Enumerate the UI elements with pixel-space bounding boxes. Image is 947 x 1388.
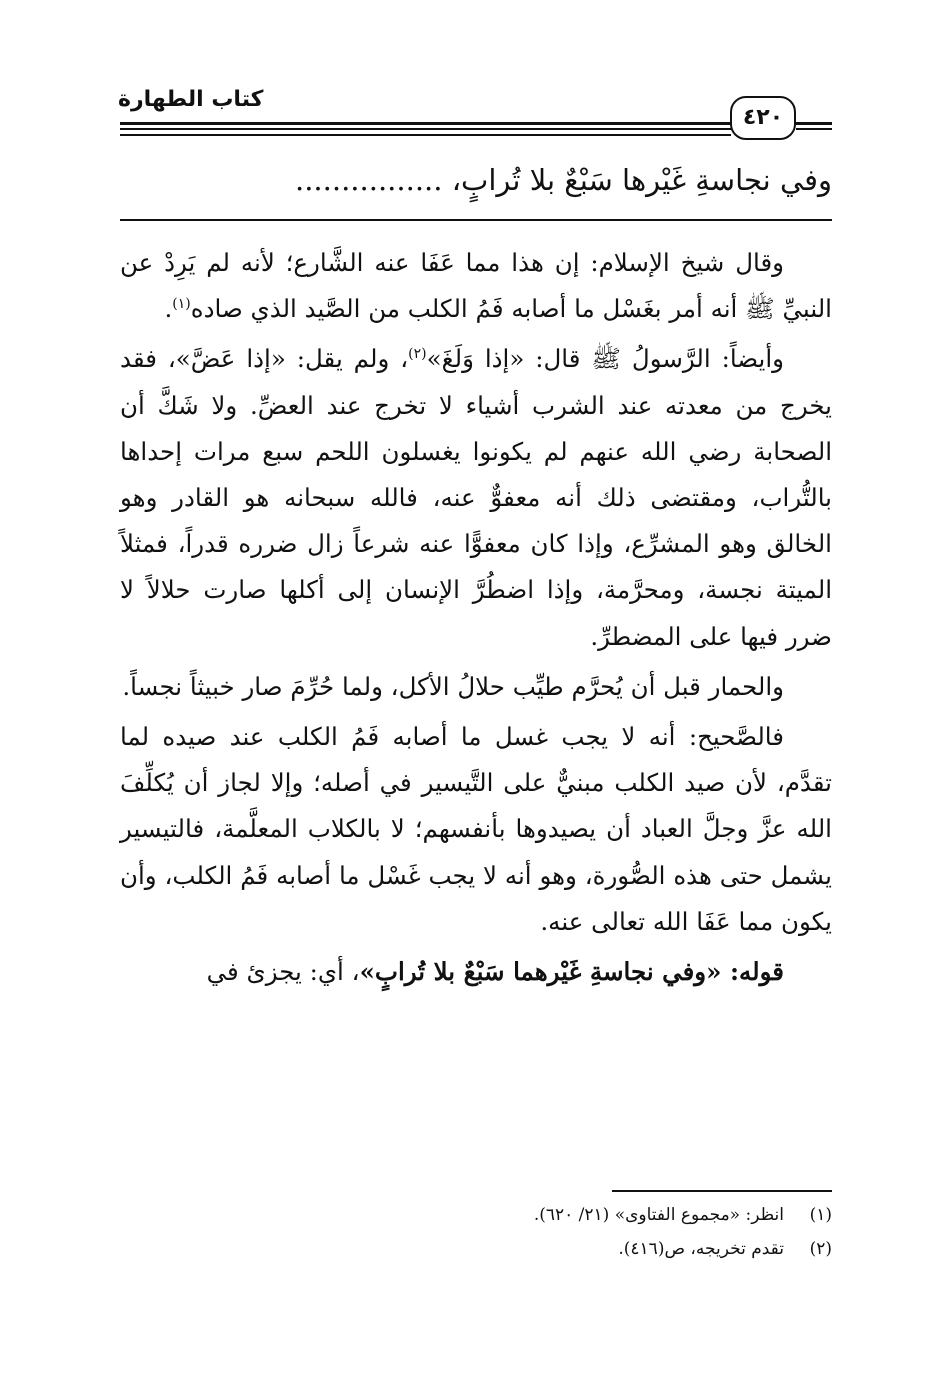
paragraph-text: وقال شيخ الإسلام: إن هذا مما عَفَا عنه الشَّارع؛ لأنه لم يَرِدْ عن النبيِّ ﷺ أنه أمر بغَسْل ما أصابه فَمُ الكلب من الصَّيد الذي صاده (120, 248, 832, 324)
footnote-text: انظر: «مجموع الفتاوى» (٢١/ ٦٢٠). (533, 1205, 784, 1225)
footnote-text: تقدم تخريجه، ص(٤١٦). (618, 1239, 784, 1259)
footnote-divider (612, 1190, 832, 1192)
paragraph-text: وأيضاً: الرَّسولُ ﷺ قال: «إذا وَلَغَ» (426, 344, 784, 374)
paragraph (120, 949, 832, 995)
page-number: ٤٢٠ (730, 96, 796, 140)
footnote-number: (١) (809, 1205, 832, 1225)
footnote (400, 1198, 832, 1232)
header-rule (120, 134, 731, 136)
quoted-matn: قوله: «وفي نجاسةِ غَيْرهما سَبْعٌ بلا تُرابٍ» (359, 957, 784, 987)
paragraph (120, 240, 832, 332)
paragraph-text: ، أي: يجزئ في (206, 957, 360, 987)
paragraph-text: ، ولم يقل: «إذا عَضَّ»، فقد يخرج من معدته عند الشرب أشياء لا تخرج عند العضِّ. ولا شَكَّ أن الصحابة رضي الله عنهم لم يكونوا يغسلون اللحم سبع مرات إحداها بالتُّراب، ومقتضى ذلك أنه معفوٌّ عنه، فالله سبحانه هو القادر وهو الخالق وهو المشرِّع، وإذا كان معفوًّا عنه شرعاً زال ضرره قدراً، فمثلاً الميتة نجسة، ومحرَّمة، وإذا اضطُرَّ الإنسان إلى أكلها صارت حلالاً لا ضرر فيها على المضطرِّ. (120, 344, 832, 651)
paragraph: والحمار قبل أن يُحرَّم طيِّب حلالُ الأكل، ولما حُرِّمَ صار خبيثاً نجساً. (122, 671, 784, 701)
running-header-title: كتاب الطهارة (118, 87, 264, 112)
header-rule (796, 122, 832, 125)
paragraph-end: . (164, 294, 173, 324)
commentary-body (120, 240, 832, 999)
footnote (400, 1232, 832, 1266)
matn-line: وفي نجاسةِ غَيْرها سَبْعٌ بلا تُرابٍ، ................ (294, 163, 832, 197)
paragraph: فالصَّحيح: أنه لا يجب غسل ما أصابه فَمُ الكلب عند صيده لما تقدَّم، لأن صيد الكلب مبنيٌّ على التَّيسير في أصله؛ وإلا لجاز أن يُكلِّفَ الله عزَّ وجلَّ العباد أن يصيدوها بأنفسهم؛ لا بالكلاب المعلَّمة، فالتيسير يشمل حتى هذه الصُّورة، وهو أنه لا يجب غَسْل ما أصابه فَمُ الكلب، وأن يكون مما عَفَا الله تعالى عنه. (120, 722, 832, 936)
footnote-ref[interactable]: (٢) (408, 346, 427, 363)
header-rule (120, 122, 731, 125)
header-rule (796, 128, 832, 130)
paragraph (120, 336, 832, 659)
matn-divider (120, 219, 832, 221)
header-rule (120, 128, 731, 130)
footnote-number: (٢) (809, 1239, 832, 1259)
footnote-ref[interactable]: (١) (172, 296, 191, 313)
